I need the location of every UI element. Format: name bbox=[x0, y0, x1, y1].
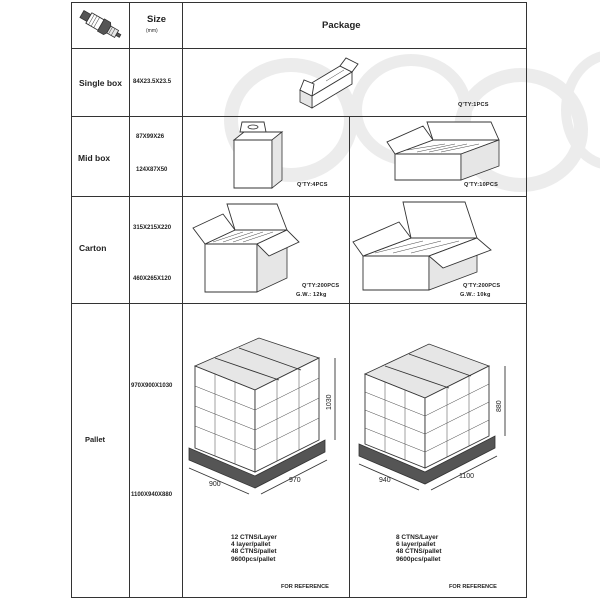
pallet-left-height-dim: 1030 bbox=[326, 394, 333, 410]
carton-open-illustration-left bbox=[189, 196, 301, 296]
table-border-right bbox=[526, 2, 527, 597]
table-border-bottom bbox=[71, 597, 527, 598]
column-divider bbox=[182, 2, 183, 597]
pallet-right-length-dim: 1100 bbox=[459, 473, 475, 480]
pallet-left-reference: FOR REFERENCE bbox=[281, 584, 329, 590]
table-border-left bbox=[71, 2, 72, 597]
pallet-right-note: 8 CTNS/Layer bbox=[396, 534, 439, 541]
row-label-mid-box: Mid box bbox=[78, 153, 111, 163]
pallet-right-height-dim: 880 bbox=[496, 400, 503, 412]
pallet-right-reference: FOR REFERENCE bbox=[449, 584, 497, 590]
pallet-right-width-dim: 940 bbox=[379, 477, 391, 484]
mid-box-qty-left: Q'TY:4PCS bbox=[297, 182, 328, 188]
pallet-right-note: 6 layer/pallet bbox=[396, 541, 436, 549]
size-header: Size bbox=[147, 14, 167, 25]
pallet-dims-2: 1100X940X880 bbox=[131, 492, 173, 498]
pallet-left-notes bbox=[231, 534, 277, 563]
pallet-left-note: 4 layer/pallet bbox=[231, 541, 271, 549]
single-box-qty: Q'TY:1PCS bbox=[458, 102, 489, 108]
pallet-right-notes bbox=[396, 534, 442, 563]
mid-box-dims-2: 124X87X50 bbox=[136, 167, 168, 173]
row-label-pallet: Pallet bbox=[85, 435, 106, 444]
table-border-top bbox=[71, 2, 527, 3]
carton-qty-left: Q'TY:200PCS bbox=[302, 283, 340, 289]
row-divider bbox=[71, 48, 527, 49]
row-label-single-box: Single box bbox=[79, 78, 122, 88]
carton-gw-right: G.W.: 10kg bbox=[460, 292, 491, 298]
carton-dims-1: 315X215X220 bbox=[133, 225, 172, 231]
carton-dims-2: 460X265X120 bbox=[133, 276, 172, 282]
pallet-left-note: 12 CTNS/Layer bbox=[231, 534, 277, 541]
single-box-illustration bbox=[296, 58, 376, 110]
mid-box-dims-1: 87X99X26 bbox=[136, 134, 165, 140]
pallet-left-note: 9600pcs/pallet bbox=[231, 555, 276, 563]
pallet-left-note: 48 CTNS/pallet bbox=[231, 548, 277, 556]
pallet-right-note: 48 CTNS/pallet bbox=[396, 548, 442, 556]
package-header: Package bbox=[322, 20, 361, 31]
pallet-left-length-dim: 970 bbox=[289, 477, 301, 484]
single-box-dims: 84X23.5X23.5 bbox=[133, 79, 172, 85]
column-divider bbox=[129, 2, 130, 597]
package-column-split bbox=[349, 116, 350, 597]
mid-box-hanging-illustration bbox=[228, 118, 298, 190]
carton-qty-right: Q'TY:200PCS bbox=[463, 283, 501, 289]
pallet-right-note: 9600pcs/pallet bbox=[396, 555, 441, 563]
row-label-carton: Carton bbox=[79, 243, 107, 253]
spark-plug-icon bbox=[77, 7, 125, 43]
mid-box-qty-right: Q'TY:10PCS bbox=[464, 182, 498, 188]
pallet-dims-1: 970X900X1030 bbox=[131, 383, 173, 389]
pallet-illustration-left bbox=[185, 318, 345, 498]
pallet-left-width-dim: 900 bbox=[209, 481, 221, 488]
mid-box-open-illustration bbox=[387, 120, 517, 190]
row-divider bbox=[71, 116, 527, 117]
carton-gw-left: G.W.: 12kg bbox=[296, 292, 327, 298]
pallet-illustration-right bbox=[355, 318, 515, 498]
size-unit: (mm) bbox=[146, 28, 158, 34]
packaging-spec-sheet bbox=[71, 0, 527, 600]
row-divider bbox=[71, 303, 527, 304]
